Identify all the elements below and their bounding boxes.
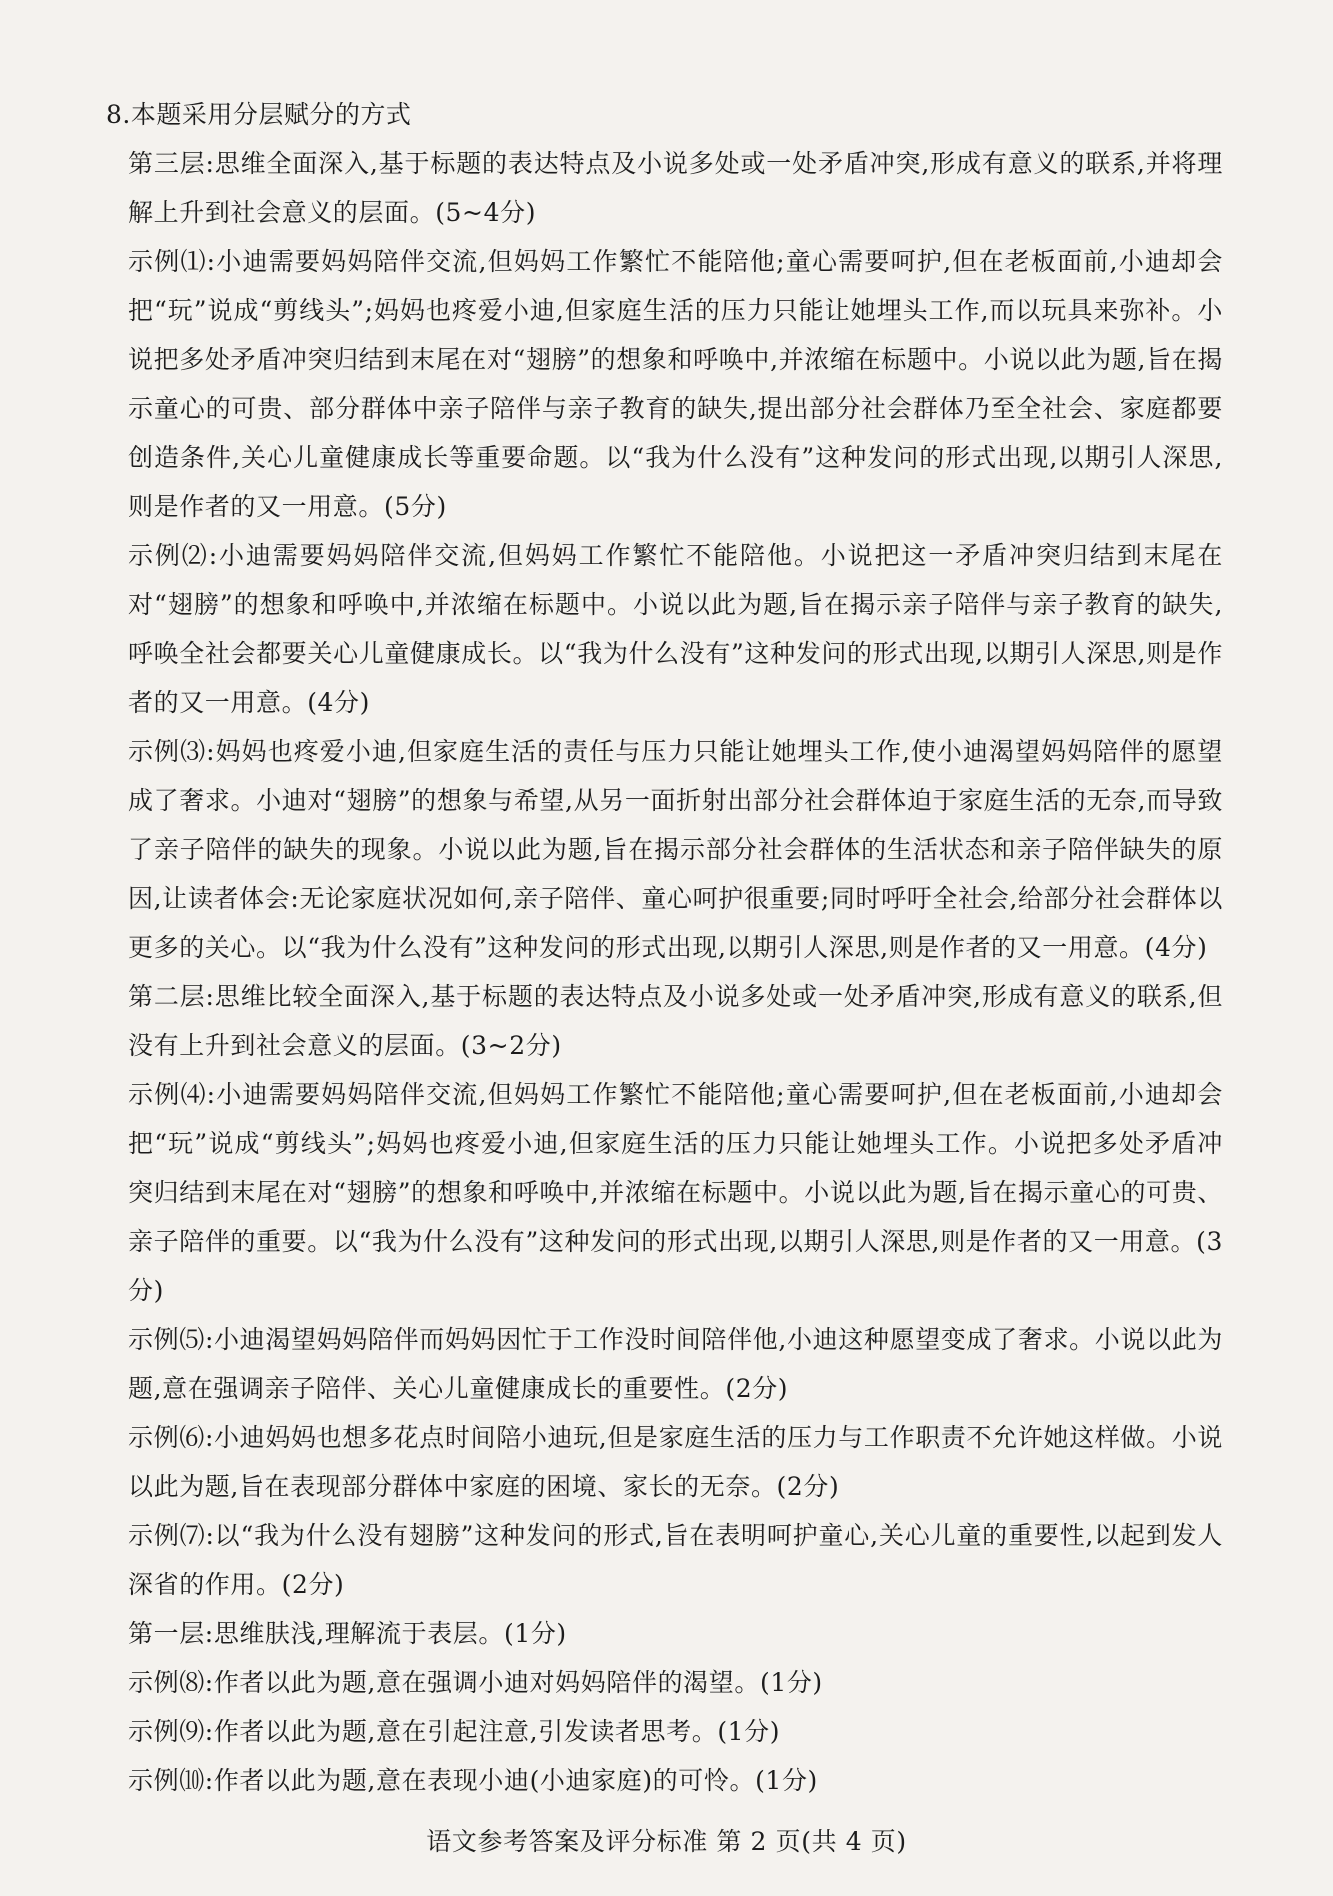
- example-7: 示例⑺:以“我为什么没有翅膀”这种发问的形式,旨在表明呵护童心,关心儿童的重要性,以起到发人深省的作用。(2分): [128, 1521, 1223, 1599]
- level-two-criteria: 第二层:思维比较全面深入,基于标题的表达特点及小说多处或一处矛盾冲突,形成有意义的联系,但没有上升到社会意义的层面。(3~2分): [128, 982, 1223, 1060]
- example-5: 示例⑸:小迪渴望妈妈陪伴而妈妈因忙于工作没时间陪伴他,小迪这种愿望变成了奢求。小说以此为题,意在强调亲子陪伴、关心儿童健康成长的重要性。(2分): [128, 1325, 1223, 1403]
- level-three-criteria: 第三层:思维全面深入,基于标题的表达特点及小说多处或一处矛盾冲突,形成有意义的联系,并将理解上升到社会意义的层面。(5~4分): [128, 149, 1223, 227]
- example-6: 示例⑹:小迪妈妈也想多花点时间陪小迪玩,但是家庭生活的压力与工作职责不允许她这样做。小说以此为题,旨在表现部分群体中家庭的困境、家长的无奈。(2分): [128, 1423, 1223, 1501]
- level-one-criteria: 第一层:思维肤浅,理解流于表层。(1分): [128, 1619, 567, 1648]
- example-2: 示例⑵:小迪需要妈妈陪伴交流,但妈妈工作繁忙不能陪他。小说把这一矛盾冲突归结到末尾在对“翅膀”的想象和呼唤中,并浓缩在标题中。小说以此为题,旨在揭示亲子陪伴与亲子教育的缺失,呼唤全社会都要关心儿童健康成长。以“我为什么没有”这种发问的形式出现,以期引人深思,则是作者的又一用意。(4分): [128, 541, 1223, 717]
- example-1: 示例⑴:小迪需要妈妈陪伴交流,但妈妈工作繁忙不能陪他;童心需要呵护,但在老板面前,小迪却会把“玩”说成“剪线头”;妈妈也疼爱小迪,但家庭生活的压力只能让她埋头工作,而以玩具来弥补。小说把多处矛盾冲突归结到末尾在对“翅膀”的想象和呼唤中,并浓缩在标题中。小说以此为题,旨在揭示童心的可贵、部分群体中亲子陪伴与亲子教育的缺失,提出部分社会群体乃至全社会、家庭都要创造条件,关心儿童健康成长等重要命题。以“我为什么没有”这种发问的形式出现,以期引人深思,则是作者的又一用意。(5分): [128, 247, 1223, 521]
- page-footer: 语文参考答案及评分标准 第 2 页(共 4 页): [426, 1827, 907, 1856]
- question-heading: 8.本题采用分层赋分的方式: [106, 100, 412, 129]
- example-8: 示例⑻:作者以此为题,意在强调小迪对妈妈陪伴的渴望。(1分): [128, 1668, 823, 1697]
- example-3: 示例⑶:妈妈也疼爱小迪,但家庭生活的责任与压力只能让她埋头工作,使小迪渴望妈妈陪伴的愿望成了奢求。小迪对“翅膀”的想象与希望,从另一面折射出部分社会群体迫于家庭生活的无奈,而导致了亲子陪伴的缺失的现象。小说以此为题,旨在揭示部分社会群体的生活状态和亲子陪伴缺失的原因,让读者体会:无论家庭状况如何,亲子陪伴、童心呵护很重要;同时呼吁全社会,给部分社会群体以更多的关心。以“我为什么没有”这种发问的形式出现,以期引人深思,则是作者的又一用意。(4分): [128, 737, 1223, 962]
- example-4: 示例⑷:小迪需要妈妈陪伴交流,但妈妈工作繁忙不能陪他;童心需要呵护,但在老板面前,小迪却会把“玩”说成“剪线头”;妈妈也疼爱小迪,但家庭生活的压力只能让她埋头工作。小说把多处矛盾冲突归结到末尾在对“翅膀”的想象和呼唤中,并浓缩在标题中。小说以此为题,旨在揭示童心的可贵、亲子陪伴的重要。以“我为什么没有”这种发问的形式出现,以期引人深思,则是作者的又一用意。(3分): [128, 1080, 1223, 1305]
- example-10: 示例⑽:作者以此为题,意在表现小迪(小迪家庭)的可怜。(1分): [128, 1766, 818, 1795]
- example-9: 示例⑼:作者以此为题,意在引起注意,引发读者思考。(1分): [128, 1717, 781, 1746]
